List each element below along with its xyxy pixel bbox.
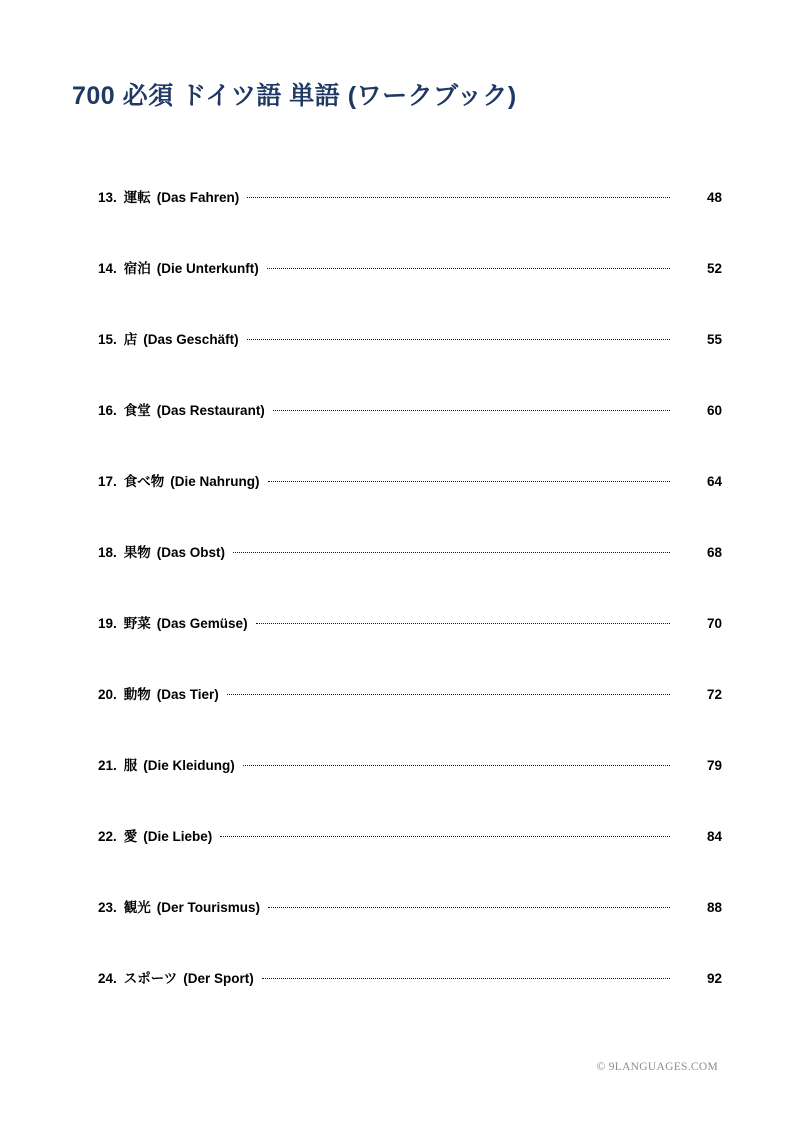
toc-entry-page-number: 72 xyxy=(706,687,722,702)
page-title: 700 必須 ドイツ語 単語 (ワークブック) xyxy=(72,82,517,110)
dot-leader xyxy=(247,197,670,198)
toc-entry-number: 21. xyxy=(98,758,117,773)
toc-entry[interactable] xyxy=(98,541,722,575)
toc-entry-title-de: (Das Geschäft) xyxy=(143,332,239,347)
toc-entry[interactable] xyxy=(98,257,722,291)
toc-entry-title-de: (Das Gemüse) xyxy=(156,616,248,631)
toc-entry-number: 24. xyxy=(98,971,117,986)
toc-entry-title-jp: 運転 xyxy=(123,190,151,205)
toc-entry-label xyxy=(98,541,233,561)
toc-entry-label xyxy=(98,257,267,277)
toc-entry[interactable] xyxy=(98,683,722,717)
toc-entry-title-jp: 宿泊 xyxy=(123,261,151,276)
dot-leader xyxy=(267,268,670,269)
toc-entry-title-jp: 愛 xyxy=(123,829,138,844)
toc-entry[interactable] xyxy=(98,328,722,362)
toc-entry-page-number: 70 xyxy=(706,616,722,631)
toc-entry-title-jp: 服 xyxy=(123,758,138,773)
toc-entry-page-number: 60 xyxy=(706,403,722,418)
dot-leader xyxy=(273,410,670,411)
toc-entry-title-de: (Die Nahrung) xyxy=(170,474,260,489)
toc-entry[interactable] xyxy=(98,186,722,220)
toc-entry-title-de: (Die Unterkunft) xyxy=(156,261,259,276)
toc-entry[interactable] xyxy=(98,825,722,859)
toc-entry-title-jp: 動物 xyxy=(123,687,151,702)
dot-leader xyxy=(220,836,670,837)
toc-entry-label xyxy=(98,967,262,987)
toc-entry-number: 15. xyxy=(98,332,117,347)
toc-entry-label xyxy=(98,754,243,774)
toc-entry-title-jp: 食堂 xyxy=(123,403,151,418)
dot-leader xyxy=(256,623,670,624)
toc-entry[interactable] xyxy=(98,967,722,1001)
dot-leader xyxy=(268,907,670,908)
toc-entry-number: 20. xyxy=(98,687,117,702)
footer-copyright: © 9LANGUAGES.COM xyxy=(596,1061,718,1073)
toc-entry-title-de: (Der Sport) xyxy=(183,971,254,986)
toc-entry-label xyxy=(98,896,268,916)
toc-entry-number: 14. xyxy=(98,261,117,276)
toc-entry-number: 23. xyxy=(98,900,117,915)
toc-entry-number: 16. xyxy=(98,403,117,418)
toc-entry-title-de: (Die Liebe) xyxy=(143,829,213,844)
toc-entry-label xyxy=(98,612,256,632)
toc-entry-page-number: 79 xyxy=(706,758,722,773)
toc-entry-page-number: 55 xyxy=(706,332,722,347)
toc-entry-page-number: 52 xyxy=(706,261,722,276)
toc-entry-title-de: (Die Kleidung) xyxy=(143,758,235,773)
toc-entry-title-jp: 観光 xyxy=(123,900,151,915)
toc-entry-number: 17. xyxy=(98,474,117,489)
toc-entry[interactable] xyxy=(98,399,722,433)
toc-entry-title-jp: 果物 xyxy=(123,545,151,560)
table-of-contents xyxy=(98,186,722,1001)
toc-entry-title-de: (Das Restaurant) xyxy=(156,403,265,418)
dot-leader xyxy=(247,339,670,340)
toc-entry-title-jp: 野菜 xyxy=(123,616,151,631)
toc-entry-title-de: (Das Fahren) xyxy=(156,190,240,205)
toc-entry-label xyxy=(98,825,220,845)
dot-leader xyxy=(233,552,670,553)
toc-entry-page-number: 84 xyxy=(706,829,722,844)
toc-entry-number: 19. xyxy=(98,616,117,631)
toc-entry[interactable] xyxy=(98,754,722,788)
toc-entry[interactable] xyxy=(98,896,722,930)
dot-leader xyxy=(227,694,670,695)
toc-entry-number: 22. xyxy=(98,829,117,844)
toc-entry-title-de: (Der Tourismus) xyxy=(156,900,261,915)
toc-entry-number: 18. xyxy=(98,545,117,560)
toc-entry-label xyxy=(98,328,247,348)
toc-entry[interactable] xyxy=(98,612,722,646)
toc-entry-title-jp: 食べ物 xyxy=(123,474,165,489)
toc-entry-label xyxy=(98,470,268,490)
dot-leader xyxy=(262,978,670,979)
dot-leader xyxy=(243,765,670,766)
toc-entry-title-jp: 店 xyxy=(123,332,138,347)
toc-entry-number: 13. xyxy=(98,190,117,205)
toc-entry-title-jp: スポーツ xyxy=(123,971,178,986)
toc-entry-label xyxy=(98,399,273,419)
toc-entry-title-de: (Das Obst) xyxy=(156,545,226,560)
toc-entry-title-de: (Das Tier) xyxy=(156,687,219,702)
toc-entry-label xyxy=(98,186,247,206)
toc-entry-label xyxy=(98,683,227,703)
toc-entry-page-number: 64 xyxy=(706,474,722,489)
toc-entry[interactable] xyxy=(98,470,722,504)
toc-entry-page-number: 88 xyxy=(706,900,722,915)
dot-leader xyxy=(268,481,670,482)
toc-entry-page-number: 48 xyxy=(706,190,722,205)
toc-entry-page-number: 68 xyxy=(706,545,722,560)
toc-entry-page-number: 92 xyxy=(706,971,722,986)
